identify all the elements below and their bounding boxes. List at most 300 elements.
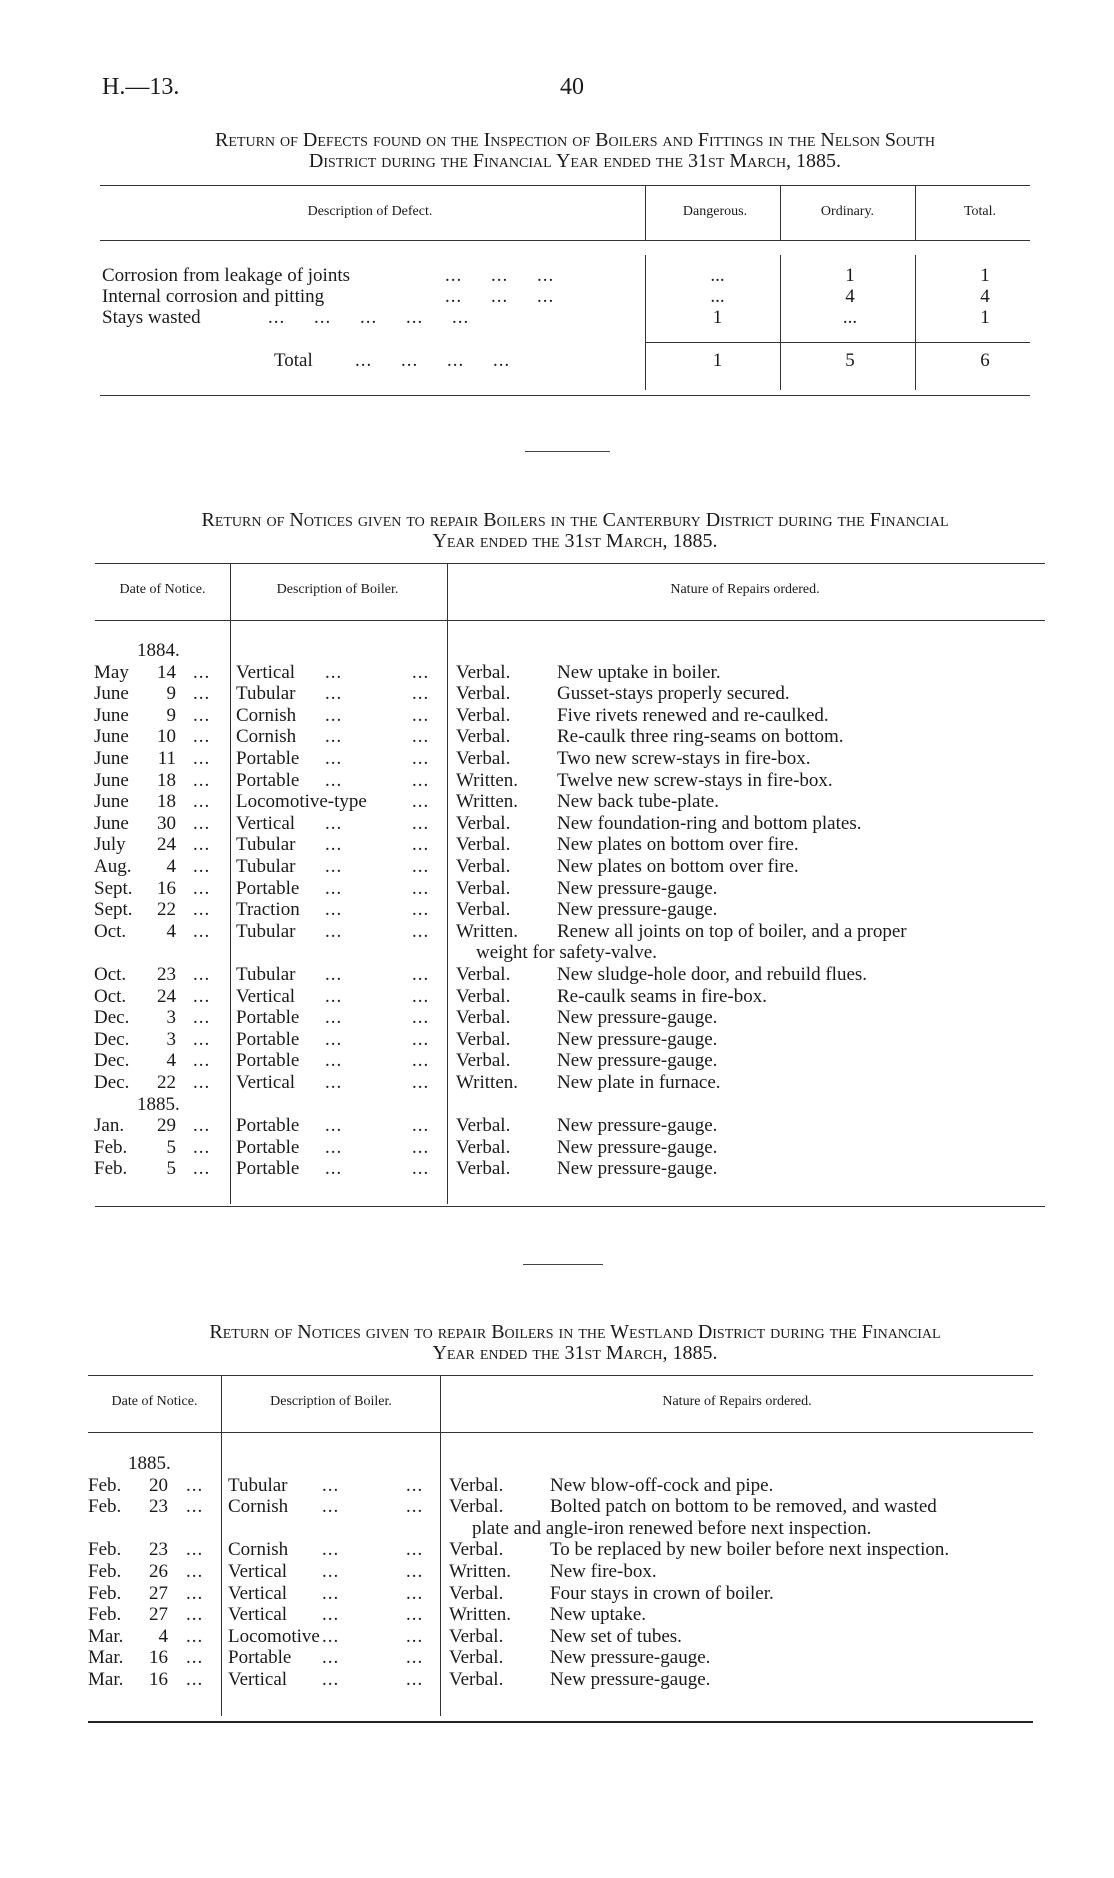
date-day: 23 xyxy=(149,1539,168,1561)
table1-col-total: Total. xyxy=(963,204,997,219)
date-day: 3 xyxy=(166,1007,176,1029)
date-month: Feb. xyxy=(94,1136,128,1158)
repair-description: New foundation-ring and bottom plates. xyxy=(557,812,862,834)
notice-kind: Verbal. xyxy=(449,1474,504,1496)
repair-description: New pressure-gauge. xyxy=(557,1007,718,1029)
leader-dots: ... xyxy=(406,1604,424,1626)
date-month: Feb. xyxy=(88,1539,122,1561)
date-day: 4 xyxy=(166,920,176,942)
leader-dots: ... xyxy=(325,1158,343,1180)
leader-dots: ... xyxy=(193,704,211,726)
table3-title xyxy=(90,1322,1060,1364)
table1-row-total: 4 xyxy=(980,286,990,307)
notice-kind: Verbal. xyxy=(456,985,511,1007)
repair-description: Re-caulk three ring-seams on bottom. xyxy=(557,726,844,748)
date-month: Mar. xyxy=(88,1669,124,1690)
date-month: Feb. xyxy=(94,1158,128,1180)
leader-dots: ... xyxy=(325,920,343,942)
notice-kind: Verbal. xyxy=(456,1028,511,1050)
repair-description: Renew all joints on top of boiler, and a proper xyxy=(557,920,907,942)
date-month: June xyxy=(94,748,129,769)
date-day: 23 xyxy=(157,964,176,985)
notice-kind: Verbal. xyxy=(456,1050,511,1072)
table1-col-dangerous: Dangerous. xyxy=(682,204,748,219)
leader-dots: ... xyxy=(412,877,430,899)
leader-dots: ... xyxy=(325,877,343,899)
leader-dots: ... xyxy=(406,1582,424,1604)
date-month: Mar. xyxy=(88,1625,124,1647)
repair-description: New pressure-gauge. xyxy=(557,899,718,921)
boiler-type: Tubular xyxy=(236,856,296,877)
repair-description: New plates on bottom over fire. xyxy=(557,856,799,877)
boiler-type: Portable xyxy=(236,1115,300,1137)
leader-dots: ... xyxy=(325,1028,343,1050)
leader-dots: ... xyxy=(186,1496,204,1518)
date-month: Jan. xyxy=(94,1115,125,1137)
boiler-type: Vertical xyxy=(236,661,296,683)
leader-dots: ... xyxy=(193,856,211,877)
leader-dots: ... xyxy=(193,683,211,705)
notice-kind: Written. xyxy=(456,1072,519,1093)
date-month: Mar. xyxy=(88,1647,124,1669)
repair-description: New pressure-gauge. xyxy=(550,1647,711,1669)
boiler-type: Vertical xyxy=(228,1561,288,1582)
table2-col-boiler: Description of Boiler. xyxy=(276,582,399,597)
table2-top-rule xyxy=(95,563,1045,564)
date-month: Oct. xyxy=(94,964,127,985)
table3-title-line2: Year ended the 31st March, 1885. xyxy=(432,1342,718,1364)
notice-kind: Verbal. xyxy=(449,1647,504,1669)
table3-top-rule xyxy=(88,1375,1033,1376)
leader-dots: ... xyxy=(193,1072,211,1093)
leader-dots: ... xyxy=(406,1625,424,1647)
boiler-type: Locomotive-type xyxy=(236,791,367,813)
date-day: 11 xyxy=(157,748,176,769)
leader-dots: ... xyxy=(193,1050,211,1072)
table1-total-ordinary: 5 xyxy=(845,350,855,371)
boiler-type: Portable xyxy=(236,1050,300,1072)
leader-dots: ... xyxy=(325,856,343,877)
boiler-type: Portable xyxy=(236,1028,300,1050)
year-label: 1885. xyxy=(137,1093,180,1115)
table3-bottom-rule xyxy=(88,1721,1033,1723)
repair-description: New pressure-gauge. xyxy=(557,1136,718,1158)
leader-dots: ... xyxy=(186,1625,204,1647)
date-day: 26 xyxy=(149,1561,168,1582)
notice-kind: Verbal. xyxy=(456,812,511,834)
table1-title xyxy=(90,130,1060,172)
date-month: June xyxy=(94,704,129,726)
leader-dots: ... xyxy=(322,1647,340,1669)
leader-dots: ... xyxy=(412,834,430,856)
table1-top-rule xyxy=(100,185,1030,186)
date-day: 4 xyxy=(166,856,176,877)
leader-dots: ... xyxy=(412,964,430,985)
date-day: 10 xyxy=(157,726,176,748)
repair-description: To be replaced by new boiler before next inspection. xyxy=(550,1539,950,1561)
leader-dots: ... xyxy=(412,704,430,726)
table1-col-ordinary: Ordinary. xyxy=(820,204,875,219)
table2-title-line2: Year ended the 31st March, 1885. xyxy=(432,530,718,552)
boiler-type: Vertical xyxy=(236,985,296,1007)
date-day: 4 xyxy=(158,1625,168,1647)
boiler-type: Tubular xyxy=(236,964,296,985)
leader-dots: ... xyxy=(193,769,211,791)
leader-dots: ... xyxy=(186,1474,204,1496)
repair-description: New blow-off-cock and pipe. xyxy=(550,1474,774,1496)
date-day: 14 xyxy=(157,661,176,683)
table3-col-repairs: Nature of Repairs ordered. xyxy=(662,1394,812,1409)
leader-dots: ... xyxy=(412,1007,430,1029)
date-day: 23 xyxy=(149,1496,168,1518)
year-label: 1885. xyxy=(128,1453,171,1474)
table1-leader: ... ... ... ... ... xyxy=(268,307,470,328)
leader-dots: ... xyxy=(193,1007,211,1029)
leader-dots: ... xyxy=(193,834,211,856)
table1-total-rule xyxy=(645,342,1030,343)
table1-title-line1: Return of Defects found on the Inspection of Boilers and Fittings in the Nelson South xyxy=(215,129,935,151)
leader-dots: ... xyxy=(325,1050,343,1072)
table1-total-dangerous: 1 xyxy=(712,350,723,371)
table1-row-ordinary: 4 xyxy=(845,286,855,307)
repair-description: Gusset-stays properly secured. xyxy=(557,683,790,705)
leader-dots: ... xyxy=(193,985,211,1007)
date-day: 9 xyxy=(166,704,176,726)
date-month: June xyxy=(94,812,129,834)
leader-dots: ... xyxy=(186,1669,204,1690)
notice-kind: Written. xyxy=(449,1561,512,1582)
table1-vrule-2 xyxy=(780,186,781,240)
table2-bottom-rule xyxy=(95,1206,1045,1207)
leader-dots: ... xyxy=(412,812,430,834)
leader-dots: ... xyxy=(412,661,430,683)
table1-row-total: 1 xyxy=(980,265,990,286)
notice-kind: Verbal. xyxy=(456,748,511,769)
leader-dots: ... xyxy=(325,661,343,683)
repair-description: New sludge-hole door, and rebuild flues. xyxy=(557,964,868,985)
boiler-type: Portable xyxy=(236,1007,300,1029)
notice-kind: Written. xyxy=(456,769,519,791)
leader-dots: ... xyxy=(193,899,211,921)
boiler-type: Tubular xyxy=(236,683,296,705)
leader-dots: ... xyxy=(193,812,211,834)
notice-kind: Verbal. xyxy=(456,856,511,877)
leader-dots: ... xyxy=(325,769,343,791)
date-day: 16 xyxy=(157,877,176,899)
leader-dots: ... xyxy=(322,1669,340,1690)
boiler-type: Cornish xyxy=(236,726,297,748)
repair-description: New plates on bottom over fire. xyxy=(557,834,799,856)
date-day: 5 xyxy=(166,1136,176,1158)
date-month: June xyxy=(94,769,129,791)
leader-dots: ... xyxy=(325,1007,343,1029)
repair-description: New back tube-plate. xyxy=(557,791,719,813)
repair-description: Twelve new screw-stays in fire-box. xyxy=(557,769,833,791)
repair-description-continued: plate and angle-iron renewed before next inspection. xyxy=(472,1517,872,1539)
boiler-type: Cornish xyxy=(228,1496,289,1518)
leader-dots: ... xyxy=(325,748,343,769)
notice-kind: Verbal. xyxy=(456,877,511,899)
repair-description: New pressure-gauge. xyxy=(557,1028,718,1050)
boiler-type: Cornish xyxy=(236,704,297,726)
repair-description: New uptake. xyxy=(550,1604,647,1626)
boiler-type: Vertical xyxy=(228,1669,288,1690)
boiler-type: Portable xyxy=(228,1647,292,1669)
table1-row-dangerous: ... xyxy=(710,265,725,286)
leader-dots: ... xyxy=(325,726,343,748)
boiler-type: Tubular xyxy=(228,1474,288,1496)
leader-dots: ... xyxy=(186,1604,204,1626)
boiler-type: Tubular xyxy=(236,920,296,942)
notice-kind: Verbal. xyxy=(449,1669,504,1690)
table1-vrule-body-3 xyxy=(915,255,916,390)
boiler-type: Portable xyxy=(236,877,300,899)
leader-dots: ... xyxy=(193,661,211,683)
repair-description-continued: weight for safety-valve. xyxy=(476,942,657,964)
table1-row-dangerous: 1 xyxy=(712,307,723,328)
leader-dots: ... xyxy=(412,985,430,1007)
leader-dots: ... xyxy=(406,1647,424,1669)
leader-dots: ... xyxy=(406,1496,424,1518)
table1-total-label: Total xyxy=(274,350,313,371)
notice-kind: Verbal. xyxy=(449,1582,504,1604)
notice-kind: Verbal. xyxy=(456,964,511,985)
notice-kind: Verbal. xyxy=(456,704,511,726)
table1-vrule-body-1 xyxy=(645,255,646,390)
notice-kind: Written. xyxy=(456,920,519,942)
date-day: 18 xyxy=(157,769,176,791)
leader-dots: ... xyxy=(193,791,211,813)
boiler-type: Portable xyxy=(236,769,300,791)
leader-dots: ... xyxy=(325,1072,343,1093)
leader-dots: ... xyxy=(412,683,430,705)
leader-dots: ... xyxy=(193,1136,211,1158)
leader-dots: ... xyxy=(325,704,343,726)
leader-dots: ... xyxy=(412,1050,430,1072)
table2-title xyxy=(90,510,1060,552)
leader-dots: ... xyxy=(193,1115,211,1137)
date-month: Aug. xyxy=(94,856,132,877)
boiler-type: Portable xyxy=(236,1158,300,1180)
date-month: June xyxy=(94,683,129,705)
leader-dots: ... xyxy=(406,1561,424,1582)
table3-col-date: Date of Notice. xyxy=(111,1394,198,1409)
repair-description: New pressure-gauge. xyxy=(557,877,718,899)
leader-dots: ... xyxy=(412,769,430,791)
notice-kind: Written. xyxy=(456,791,519,813)
leader-dots: ... xyxy=(412,1072,430,1093)
document-code: H.—13. xyxy=(102,74,180,100)
table1-vrule-1 xyxy=(645,186,646,240)
leader-dots: ... xyxy=(412,1028,430,1050)
repair-description: Five rivets renewed and re-caulked. xyxy=(557,704,829,726)
date-day: 16 xyxy=(149,1647,168,1669)
table1-leader: ... ... ... xyxy=(445,286,555,307)
date-month: Dec. xyxy=(94,1007,130,1029)
notice-kind: Verbal. xyxy=(456,834,511,856)
date-day: 22 xyxy=(157,899,176,921)
date-day: 20 xyxy=(149,1474,168,1496)
repair-description: New pressure-gauge. xyxy=(557,1115,718,1137)
leader-dots: ... xyxy=(325,834,343,856)
table1-row-dangerous: ... xyxy=(710,286,725,307)
leader-dots: ... xyxy=(325,1136,343,1158)
table1-total-total: 6 xyxy=(980,350,990,371)
date-month: Dec. xyxy=(94,1050,130,1072)
notice-kind: Verbal. xyxy=(449,1625,504,1647)
date-day: 3 xyxy=(166,1028,176,1050)
leader-dots: ... xyxy=(412,748,430,769)
date-month: Dec. xyxy=(94,1072,130,1093)
leader-dots: ... xyxy=(186,1539,204,1561)
leader-dots: ... xyxy=(186,1561,204,1582)
table1-row-desc: Corrosion from leakage of joints xyxy=(102,265,351,286)
date-month: Feb. xyxy=(88,1496,122,1518)
table2-header-rule xyxy=(95,620,1045,621)
notice-kind: Verbal. xyxy=(449,1496,504,1518)
leader-dots: ... xyxy=(325,899,343,921)
table2-title-line1: Return of Notices given to repair Boilers in the Canterbury District during the Financial xyxy=(201,509,949,531)
repair-description: New set of tubes. xyxy=(550,1625,682,1647)
table1-leader: ... ... ... xyxy=(445,265,555,286)
page-number: 40 xyxy=(560,74,584,100)
leader-dots: ... xyxy=(186,1647,204,1669)
table1-vrule-3 xyxy=(915,186,916,240)
leader-dots: ... xyxy=(322,1604,340,1626)
date-month: Oct. xyxy=(94,920,127,942)
date-day: 18 xyxy=(157,791,176,813)
leader-dots: ... xyxy=(406,1669,424,1690)
date-day: 29 xyxy=(157,1115,176,1137)
table1-row-total: 1 xyxy=(980,307,990,328)
notice-kind: Verbal. xyxy=(456,1007,511,1029)
date-month: Feb. xyxy=(88,1604,122,1626)
table1-header-rule xyxy=(100,240,1030,241)
table2-vrule-1 xyxy=(230,564,231,1204)
leader-dots: ... xyxy=(412,920,430,942)
table1-row-desc: Internal corrosion and pitting xyxy=(102,286,325,307)
date-month: June xyxy=(94,726,129,748)
table3-header-rule xyxy=(88,1432,1033,1433)
table1-row-ordinary: ... xyxy=(842,307,858,328)
leader-dots: ... xyxy=(322,1539,340,1561)
date-month: Sept. xyxy=(94,899,133,921)
boiler-type: Locomotive xyxy=(228,1625,320,1647)
boiler-type: Vertical xyxy=(236,1072,296,1093)
leader-dots: ... xyxy=(322,1496,340,1518)
date-day: 27 xyxy=(149,1604,168,1626)
boiler-type: Cornish xyxy=(228,1539,289,1561)
leader-dots: ... xyxy=(322,1474,340,1496)
notice-kind: Verbal. xyxy=(456,661,511,683)
date-month: Dec. xyxy=(94,1028,130,1050)
leader-dots: ... xyxy=(325,683,343,705)
table1-row-ordinary: 1 xyxy=(845,265,855,286)
repair-description: New pressure-gauge. xyxy=(550,1669,711,1690)
table3-vrule-2 xyxy=(440,1376,441,1716)
leader-dots: ... xyxy=(412,791,430,813)
leader-dots: ... xyxy=(322,1561,340,1582)
date-month: Sept. xyxy=(94,877,133,899)
date-day: 5 xyxy=(166,1158,176,1180)
repair-description: New fire-box. xyxy=(550,1561,657,1582)
table1-title-line2: District during the Financial Year ended the 31st March, 1885. xyxy=(308,150,842,172)
boiler-type: Portable xyxy=(236,748,300,769)
table3-vrule-1 xyxy=(221,1376,222,1716)
leader-dots: ... xyxy=(193,1158,211,1180)
leader-dots: ... xyxy=(325,812,343,834)
notice-kind: Verbal. xyxy=(456,683,511,705)
leader-dots: ... xyxy=(193,1028,211,1050)
repair-description: New plate in furnace. xyxy=(557,1072,721,1093)
date-month: Feb. xyxy=(88,1561,122,1582)
date-month: July xyxy=(94,834,126,856)
leader-dots: ... xyxy=(193,877,211,899)
repair-description: Four stays in crown of boiler. xyxy=(550,1582,774,1604)
date-day: 24 xyxy=(157,985,176,1007)
notice-kind: Verbal. xyxy=(449,1539,504,1561)
notice-kind: Verbal. xyxy=(456,1158,511,1180)
table2-vrule-2 xyxy=(447,564,448,1204)
leader-dots: ... xyxy=(412,1158,430,1180)
date-day: 30 xyxy=(157,812,176,834)
repair-description: New pressure-gauge. xyxy=(557,1050,718,1072)
table1-leader: ... ... ... ... xyxy=(355,350,511,371)
boiler-type: Tubular xyxy=(236,834,296,856)
repair-description: Re-caulk seams in fire-box. xyxy=(557,985,767,1007)
table3-title-line1: Return of Notices given to repair Boilers in the Westland District during the Financial xyxy=(209,1321,941,1343)
repair-description: New pressure-gauge. xyxy=(557,1158,718,1180)
leader-dots: ... xyxy=(193,726,211,748)
leader-dots: ... xyxy=(412,1115,430,1137)
notice-kind: Verbal. xyxy=(456,1115,511,1137)
boiler-type: Portable xyxy=(236,1136,300,1158)
notice-kind: Verbal. xyxy=(456,726,511,748)
repair-description: Bolted patch on bottom to be removed, and wasted xyxy=(550,1496,937,1518)
boiler-type: Vertical xyxy=(228,1582,288,1604)
table2-col-repairs: Nature of Repairs ordered. xyxy=(670,582,820,597)
boiler-type: Vertical xyxy=(228,1604,288,1626)
boiler-type: Traction xyxy=(236,899,300,921)
leader-dots: ... xyxy=(412,726,430,748)
table3-col-boiler: Description of Boiler. xyxy=(270,1394,392,1409)
leader-dots: ... xyxy=(193,964,211,985)
table1-bottom-rule xyxy=(100,395,1030,396)
leader-dots: ... xyxy=(322,1582,340,1604)
leader-dots: ... xyxy=(412,899,430,921)
date-day: 22 xyxy=(157,1072,176,1093)
date-day: 16 xyxy=(149,1669,168,1690)
section-divider xyxy=(523,1264,603,1265)
date-day: 27 xyxy=(149,1582,168,1604)
leader-dots: ... xyxy=(325,1115,343,1137)
leader-dots: ... xyxy=(412,856,430,877)
date-month: June xyxy=(94,791,129,813)
date-day: 24 xyxy=(157,834,176,856)
table1-col-description: Description of Defect. xyxy=(307,204,433,219)
year-label: 1884. xyxy=(137,640,180,661)
leader-dots: ... xyxy=(186,1582,204,1604)
leader-dots: ... xyxy=(193,920,211,942)
repair-description: New uptake in boiler. xyxy=(557,661,721,683)
leader-dots: ... xyxy=(193,748,211,769)
leader-dots: ... xyxy=(412,1136,430,1158)
leader-dots: ... xyxy=(325,985,343,1007)
notice-kind: Verbal. xyxy=(456,899,511,921)
date-day: 4 xyxy=(166,1050,176,1072)
date-month: Feb. xyxy=(88,1474,122,1496)
leader-dots: ... xyxy=(406,1539,424,1561)
